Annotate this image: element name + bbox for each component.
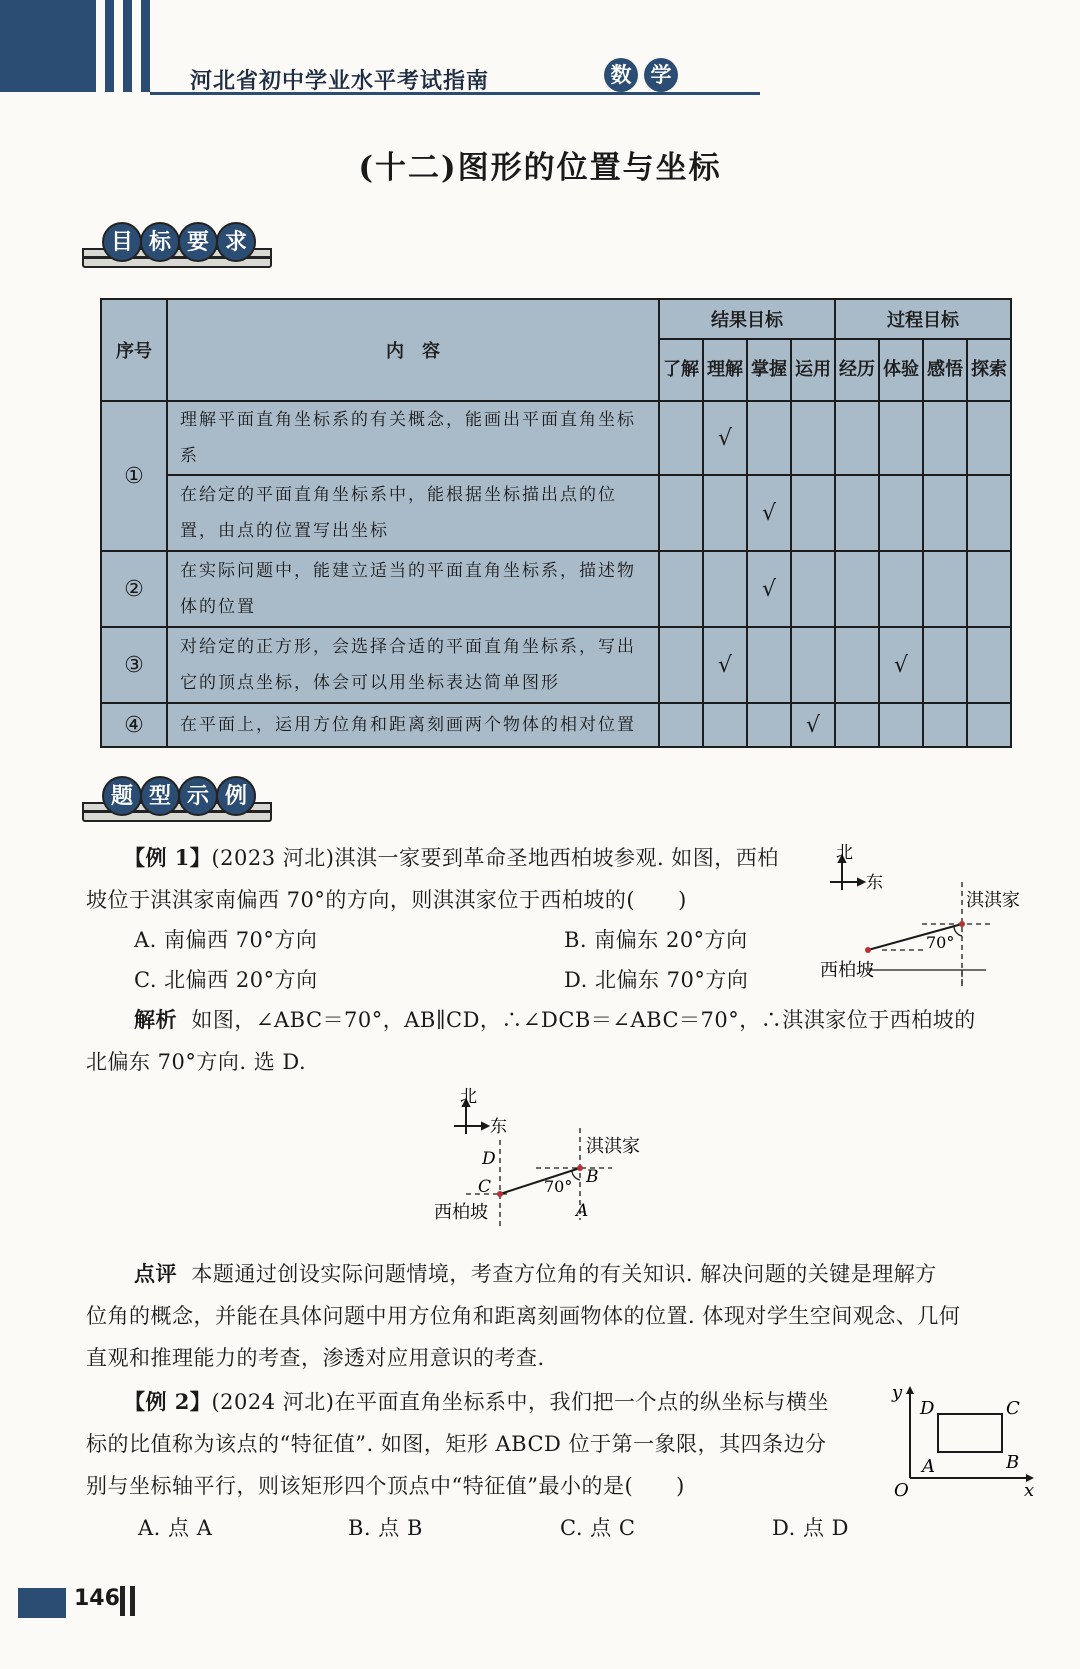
row-content: 在实际问题中，能建立适当的平面直角坐标系，描述物体的位置 xyxy=(167,551,659,627)
fig1-north: 北 xyxy=(836,843,853,863)
fig1-home: 淇淇家 xyxy=(966,890,1020,911)
comment-text: 本题通过创设实际问题情境，考查方位角的有关知识. 解决问题的关键是理解方 xyxy=(191,1262,937,1286)
option-d: D. 北偏东 70°方向 xyxy=(564,968,749,992)
check-cell xyxy=(835,401,879,475)
check-cell xyxy=(835,551,879,627)
fig3-x: x xyxy=(1024,1480,1035,1501)
fig2-label-a: A xyxy=(576,1201,589,1221)
ex2-option-c: C. 点 C xyxy=(560,1516,636,1540)
fig2-east: 东 xyxy=(490,1117,507,1137)
analysis-text: 如图，∠ABC＝70°，AB∥CD，∴∠DCB＝∠ABC＝70°，∴淇淇家位于西柏坡的 xyxy=(191,1008,976,1032)
point-marker xyxy=(497,1191,503,1197)
check-cell xyxy=(659,551,703,627)
example1-tag: 【例 1】 xyxy=(124,845,212,870)
check-cell: √ xyxy=(703,401,747,475)
row-seq: ④ xyxy=(101,703,167,747)
fig3-o: O xyxy=(894,1480,909,1501)
page-title: (十二)图形的位置与坐标 xyxy=(358,150,722,186)
check-cell xyxy=(703,551,747,627)
footer-bar xyxy=(120,1586,125,1616)
section-banner-objectives xyxy=(82,222,272,268)
figure-direction-1 xyxy=(816,843,1040,996)
comment-line2: 位角的概念，并能在具体问题中用方位角和距离刻画物体的位置. 体现对学生空间观念、几何 xyxy=(86,1304,961,1328)
point-marker xyxy=(865,947,871,953)
check-cell xyxy=(967,627,1011,703)
check-cell xyxy=(747,401,791,475)
example2-text: (2024 河北)在平面直角坐标系中，我们把一个点的纵坐标与横坐 xyxy=(211,1390,829,1414)
check-cell xyxy=(703,475,747,551)
check-cell xyxy=(659,475,703,551)
fig2-label-d: D xyxy=(482,1149,496,1169)
check-cell xyxy=(791,475,835,551)
example2-line2: 标的比值称为该点的“特征值”. 如图，矩形 ABCD 位于第一象限，其四条边分 xyxy=(86,1432,827,1456)
table-row xyxy=(101,401,1011,475)
check-cell xyxy=(747,703,791,747)
check-cell xyxy=(967,703,1011,747)
check-cell xyxy=(967,401,1011,475)
example2-tag: 【例 2】 xyxy=(124,1389,212,1414)
check-cell xyxy=(835,627,879,703)
analysis-line2: 北偏东 70°方向. 选 D. xyxy=(86,1050,307,1074)
section-banner-examples xyxy=(82,776,272,822)
point-marker xyxy=(577,1165,583,1171)
check-cell xyxy=(923,401,967,475)
table-row xyxy=(101,627,1011,703)
check-cell xyxy=(923,551,967,627)
footer-block xyxy=(18,1588,66,1618)
ex2-option-b: B. 点 B xyxy=(348,1516,423,1540)
check-cell xyxy=(967,475,1011,551)
fig2-home: 淇淇家 xyxy=(586,1136,640,1157)
header-stripe xyxy=(114,0,123,92)
fig2-label-b: B xyxy=(586,1167,599,1187)
analysis-line1 xyxy=(134,1000,1034,1040)
rectangle-abcd xyxy=(938,1414,1002,1452)
banner-char: 型 xyxy=(140,776,180,816)
example1-line1 xyxy=(124,838,824,878)
check-cell xyxy=(879,401,923,475)
fig3-y: y xyxy=(892,1382,903,1403)
ex2-option-a: A. 点 A xyxy=(138,1516,213,1540)
example2-line3: 别与坐标轴平行，则该矩形四个顶点中“特征值”最小的是( ) xyxy=(86,1474,685,1498)
subheader: 经历 xyxy=(835,339,879,401)
option-c: C. 北偏西 20°方向 xyxy=(134,968,318,992)
check-cell xyxy=(747,627,791,703)
point-marker xyxy=(959,921,965,927)
check-cell xyxy=(659,627,703,703)
check-cell xyxy=(791,551,835,627)
subheader: 感悟 xyxy=(923,339,967,401)
banner-char: 题 xyxy=(102,776,142,816)
check-cell xyxy=(703,703,747,747)
example2-line1 xyxy=(124,1382,884,1422)
comment-line1 xyxy=(134,1254,1034,1294)
banner-char: 求 xyxy=(216,222,256,262)
comment-line3: 直观和推理能力的考查，渗透对应用意识的考查. xyxy=(86,1346,545,1370)
row-seq: ① xyxy=(101,401,167,551)
row-seq: ② xyxy=(101,551,167,627)
check-cell xyxy=(659,401,703,475)
check-cell xyxy=(791,627,835,703)
check-cell xyxy=(967,551,1011,627)
subheader: 体验 xyxy=(879,339,923,401)
header-stripe xyxy=(96,0,105,92)
example1-line2: 坡位于淇淇家南偏西 70°的方向，则淇淇家位于西柏坡的( ) xyxy=(86,888,687,912)
check-cell xyxy=(879,703,923,747)
row-seq: ③ xyxy=(101,627,167,703)
row-content: 在平面上，运用方位角和距离刻画两个物体的相对位置 xyxy=(167,703,659,747)
fig3-c: C xyxy=(1006,1398,1020,1419)
banner-char: 例 xyxy=(216,776,256,816)
fig1-angle: 70° xyxy=(926,933,955,952)
example1-text: (2023 河北)淇淇一家要到革命圣地西柏坡参观. 如图，西柏 xyxy=(211,846,779,870)
check-cell: √ xyxy=(791,703,835,747)
fig2-xibaipo: 西柏坡 xyxy=(434,1202,488,1223)
check-cell: √ xyxy=(879,627,923,703)
book-title: 河北省初中学业水平考试指南 xyxy=(190,69,490,94)
row-content: 理解平面直角坐标系的有关概念，能画出平面直角坐标系 xyxy=(167,401,659,475)
check-cell xyxy=(879,551,923,627)
check-cell xyxy=(835,475,879,551)
fig2-north: 北 xyxy=(460,1087,477,1107)
check-cell: √ xyxy=(747,551,791,627)
fig2-label-c: C xyxy=(478,1177,492,1197)
page-number: 146 xyxy=(74,1586,120,1611)
check-cell xyxy=(791,401,835,475)
subject-badge: 数 xyxy=(604,58,638,92)
check-cell: √ xyxy=(747,475,791,551)
objectives-table xyxy=(100,298,1012,748)
footer-bar xyxy=(130,1586,135,1616)
check-cell xyxy=(923,475,967,551)
option-b: B. 南偏东 20°方向 xyxy=(564,928,748,952)
subheader: 探索 xyxy=(967,339,1011,401)
check-cell xyxy=(923,627,967,703)
fig1-east: 东 xyxy=(866,873,883,893)
table-row xyxy=(101,551,1011,627)
group-process: 过程目标 xyxy=(835,299,1011,339)
col-content: 内 容 xyxy=(167,299,659,401)
figure-direction-2 xyxy=(434,1087,680,1238)
col-seq: 序号 xyxy=(101,299,167,401)
header-stripe xyxy=(132,0,141,92)
check-cell xyxy=(835,703,879,747)
fig3-b: B xyxy=(1006,1452,1020,1473)
analysis-label: 解析 xyxy=(134,1007,177,1032)
fig1-xibaipo: 西柏坡 xyxy=(820,960,874,981)
subheader: 运用 xyxy=(791,339,835,401)
banner-char: 示 xyxy=(178,776,218,816)
banner-char: 要 xyxy=(178,222,218,262)
subject-badge: 学 xyxy=(644,58,678,92)
row-content: 对给定的正方形，会选择合适的平面直角坐标系，写出它的顶点坐标，体会可以用坐标表达简单图形 xyxy=(167,627,659,703)
comment-label: 点评 xyxy=(134,1261,177,1286)
check-cell: √ xyxy=(703,627,747,703)
table-row xyxy=(101,475,1011,551)
figure-rectangle xyxy=(880,1382,1040,1501)
check-cell xyxy=(879,475,923,551)
subheader: 了解 xyxy=(659,339,703,401)
group-result: 结果目标 xyxy=(659,299,835,339)
option-a: A. 南偏西 70°方向 xyxy=(134,928,318,952)
check-cell xyxy=(659,703,703,747)
header-color-block xyxy=(0,0,150,92)
banner-char: 标 xyxy=(140,222,180,262)
table-row xyxy=(101,703,1011,747)
banner-char: 目 xyxy=(102,222,142,262)
fig3-a: A xyxy=(922,1456,935,1477)
check-cell xyxy=(923,703,967,747)
fig2-angle: 70° xyxy=(544,1177,573,1196)
ex2-option-d: D. 点 D xyxy=(772,1516,849,1540)
subheader: 掌握 xyxy=(747,339,791,401)
row-content: 在给定的平面直角坐标系中，能根据坐标描出点的位置，由点的位置写出坐标 xyxy=(167,475,659,551)
subheader: 理解 xyxy=(703,339,747,401)
fig3-d: D xyxy=(920,1398,935,1419)
